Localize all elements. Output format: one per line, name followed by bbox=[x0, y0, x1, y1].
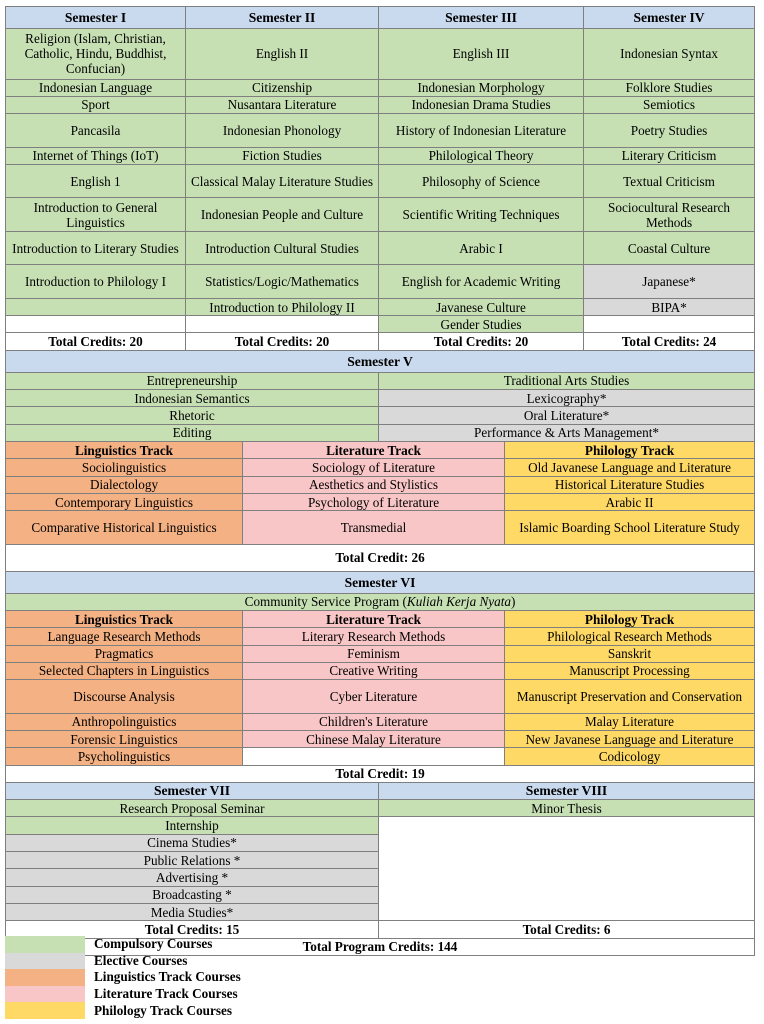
course-cell: Cinema Studies* bbox=[6, 834, 379, 851]
legend-item bbox=[5, 953, 305, 970]
kkn-italic: Kuliah Kerja Nyata bbox=[406, 594, 511, 610]
course-cell: Malay Literature bbox=[505, 713, 755, 730]
course-cell: Islamic Boarding School Literature Study bbox=[505, 511, 755, 545]
legend-swatch bbox=[5, 986, 85, 1003]
course-cell: Transmedial bbox=[243, 511, 505, 545]
total-credits: Total Credits: 24 bbox=[584, 333, 755, 350]
course-cell: New Javanese Language and Literature bbox=[505, 730, 755, 747]
course-cell: Manuscript Preservation and Conservation bbox=[505, 680, 755, 714]
course-cell: Indonesian Morphology bbox=[379, 79, 584, 96]
course-cell: Sociocultural Research Methods bbox=[584, 198, 755, 232]
course-cell: Performance & Arts Management* bbox=[379, 424, 755, 441]
semester-header: Semester III bbox=[379, 7, 584, 29]
semester-header: Semester VI bbox=[6, 571, 755, 593]
course-cell: Philological Research Methods bbox=[505, 628, 755, 645]
course-cell: English III bbox=[379, 29, 584, 80]
program-total-credits: Total Program Credits: 144 bbox=[6, 938, 755, 955]
course-cell: Public Relations * bbox=[6, 852, 379, 869]
course-cell: BIPA* bbox=[584, 298, 755, 315]
total-credits: Total Credits: 20 bbox=[186, 333, 379, 350]
empty-cell bbox=[6, 316, 186, 333]
semester-header: Semester IV bbox=[584, 7, 755, 29]
empty-cell bbox=[186, 316, 379, 333]
course-cell: Comparative Historical Linguistics bbox=[6, 511, 243, 545]
semester-header: Semester I bbox=[6, 7, 186, 29]
total-credits: Total Credits: 20 bbox=[379, 333, 584, 350]
course-cell: Arabic II bbox=[505, 493, 755, 510]
course-cell: Indonesian Drama Studies bbox=[379, 96, 584, 113]
course-cell: Internship bbox=[6, 817, 379, 834]
course-cell: Literary Criticism bbox=[584, 147, 755, 164]
legend-item bbox=[5, 1002, 305, 1019]
semester-header: Semester VIII bbox=[379, 782, 755, 799]
legend-swatch bbox=[5, 1002, 85, 1019]
total-credits: Total Credit: 26 bbox=[6, 544, 755, 571]
course-cell: Traditional Arts Studies bbox=[379, 372, 755, 389]
semester-header: Semester V bbox=[6, 350, 755, 372]
course-cell: Pragmatics bbox=[6, 645, 243, 662]
course-cell: Javanese Culture bbox=[379, 298, 584, 315]
legend-swatch bbox=[5, 936, 85, 953]
course-cell: Indonesian Language bbox=[6, 79, 186, 96]
legend bbox=[5, 936, 305, 1019]
course-cell: Introduction to Philology II bbox=[186, 298, 379, 315]
course-cell: Anthropolinguistics bbox=[6, 713, 243, 730]
course-cell: Semiotics bbox=[584, 96, 755, 113]
course-cell: Sport bbox=[6, 96, 186, 113]
legend-item bbox=[5, 986, 305, 1003]
course-cell: Editing bbox=[6, 424, 379, 441]
total-credits: Total Credit: 19 bbox=[6, 765, 755, 782]
legend-label: Philology Track Courses bbox=[94, 1002, 232, 1018]
course-cell: Psychology of Literature bbox=[243, 493, 505, 510]
semester-header: Semester II bbox=[186, 7, 379, 29]
course-cell: Indonesian Phonology bbox=[186, 114, 379, 148]
course-cell: Literary Research Methods bbox=[243, 628, 505, 645]
course-cell: Poetry Studies bbox=[584, 114, 755, 148]
course-cell: Gender Studies bbox=[379, 316, 584, 333]
course-cell: Introduction to General Linguistics bbox=[6, 198, 186, 232]
legend-label: Linguistics Track Courses bbox=[94, 969, 241, 985]
community-service-cell bbox=[6, 593, 755, 610]
course-cell: Indonesian People and Culture bbox=[186, 198, 379, 232]
course-cell: Scientific Writing Techniques bbox=[379, 198, 584, 232]
course-cell: Coastal Culture bbox=[584, 231, 755, 265]
empty-cell bbox=[584, 316, 755, 333]
track-header: Philology Track bbox=[505, 610, 755, 627]
course-cell: Aesthetics and Stylistics bbox=[243, 476, 505, 493]
course-cell: Selected Chapters in Linguistics bbox=[6, 662, 243, 679]
course-cell: Historical Literature Studies bbox=[505, 476, 755, 493]
course-cell: Folklore Studies bbox=[584, 79, 755, 96]
course-cell: Oral Literature* bbox=[379, 407, 755, 424]
course-cell: Contemporary Linguistics bbox=[6, 493, 243, 510]
track-header: Linguistics Track bbox=[6, 441, 243, 458]
course-cell: Introduction to Philology I bbox=[6, 265, 186, 299]
course-cell: Philosophy of Science bbox=[379, 164, 584, 198]
course-cell: Fiction Studies bbox=[186, 147, 379, 164]
track-header: Literature Track bbox=[243, 610, 505, 627]
course-cell: Nusantara Literature bbox=[186, 96, 379, 113]
course-cell: Children's Literature bbox=[243, 713, 505, 730]
course-cell: Rhetoric bbox=[6, 407, 379, 424]
course-cell: Japanese* bbox=[584, 265, 755, 299]
empty-cell bbox=[6, 298, 186, 315]
course-cell: Media Studies* bbox=[6, 903, 379, 920]
course-cell: Entrepreneurship bbox=[6, 372, 379, 389]
track-header: Linguistics Track bbox=[6, 610, 243, 627]
track-header: Philology Track bbox=[505, 441, 755, 458]
course-cell: Classical Malay Literature Studies bbox=[186, 164, 379, 198]
course-cell: Language Research Methods bbox=[6, 628, 243, 645]
course-cell: Statistics/Logic/Mathematics bbox=[186, 265, 379, 299]
course-cell: Sociology of Literature bbox=[243, 459, 505, 476]
empty-cell bbox=[379, 817, 755, 921]
course-cell: Pancasila bbox=[6, 114, 186, 148]
legend-swatch bbox=[5, 953, 85, 970]
legend-label: Elective Courses bbox=[94, 952, 188, 968]
course-cell: Research Proposal Seminar bbox=[6, 800, 379, 817]
course-cell: Forensic Linguistics bbox=[6, 730, 243, 747]
course-cell: Philological Theory bbox=[379, 147, 584, 164]
total-credits: Total Credits: 15 bbox=[6, 921, 379, 938]
kkn-suffix: ) bbox=[510, 594, 516, 610]
course-cell: Advertising * bbox=[6, 869, 379, 886]
legend-item bbox=[5, 936, 305, 953]
course-cell: English 1 bbox=[6, 164, 186, 198]
legend-label: Compulsory Courses bbox=[94, 936, 213, 952]
course-cell: Old Javanese Language and Literature bbox=[505, 459, 755, 476]
kkn-label: Community Service Program ( bbox=[244, 594, 407, 610]
course-cell: Lexicography* bbox=[379, 390, 755, 407]
course-cell: Indonesian Semantics bbox=[6, 390, 379, 407]
course-cell: Internet of Things (IoT) bbox=[6, 147, 186, 164]
course-cell: Introduction Cultural Studies bbox=[186, 231, 379, 265]
total-credits: Total Credits: 20 bbox=[6, 333, 186, 350]
track-header: Literature Track bbox=[243, 441, 505, 458]
semester-header: Semester VII bbox=[6, 782, 379, 799]
course-cell: Feminism bbox=[243, 645, 505, 662]
course-cell: Indonesian Syntax bbox=[584, 29, 755, 80]
total-credits: Total Credits: 6 bbox=[379, 921, 755, 938]
course-cell: Arabic I bbox=[379, 231, 584, 265]
course-cell: Manuscript Processing bbox=[505, 662, 755, 679]
course-cell: Dialectology bbox=[6, 476, 243, 493]
empty-cell bbox=[243, 748, 505, 765]
course-cell: Broadcasting * bbox=[6, 886, 379, 903]
course-cell: Cyber Literature bbox=[243, 680, 505, 714]
curriculum-table bbox=[5, 6, 755, 956]
legend-label: Literature Track Courses bbox=[94, 986, 238, 1002]
course-cell: English for Academic Writing bbox=[379, 265, 584, 299]
course-cell: Citizenship bbox=[186, 79, 379, 96]
course-cell: Discourse Analysis bbox=[6, 680, 243, 714]
course-cell: Minor Thesis bbox=[379, 800, 755, 817]
course-cell: Religion (Islam, Christian, Catholic, Hindu, Buddhist, Confucian) bbox=[6, 29, 186, 80]
course-cell: Chinese Malay Literature bbox=[243, 730, 505, 747]
course-cell: Creative Writing bbox=[243, 662, 505, 679]
course-cell: Sociolinguistics bbox=[6, 459, 243, 476]
course-cell: Sanskrit bbox=[505, 645, 755, 662]
legend-item bbox=[5, 969, 305, 986]
course-cell: Psycholinguistics bbox=[6, 748, 243, 765]
course-cell: English II bbox=[186, 29, 379, 80]
course-cell: Introduction to Literary Studies bbox=[6, 231, 186, 265]
legend-swatch bbox=[5, 969, 85, 986]
course-cell: Textual Criticism bbox=[584, 164, 755, 198]
course-cell: History of Indonesian Literature bbox=[379, 114, 584, 148]
course-cell: Codicology bbox=[505, 748, 755, 765]
